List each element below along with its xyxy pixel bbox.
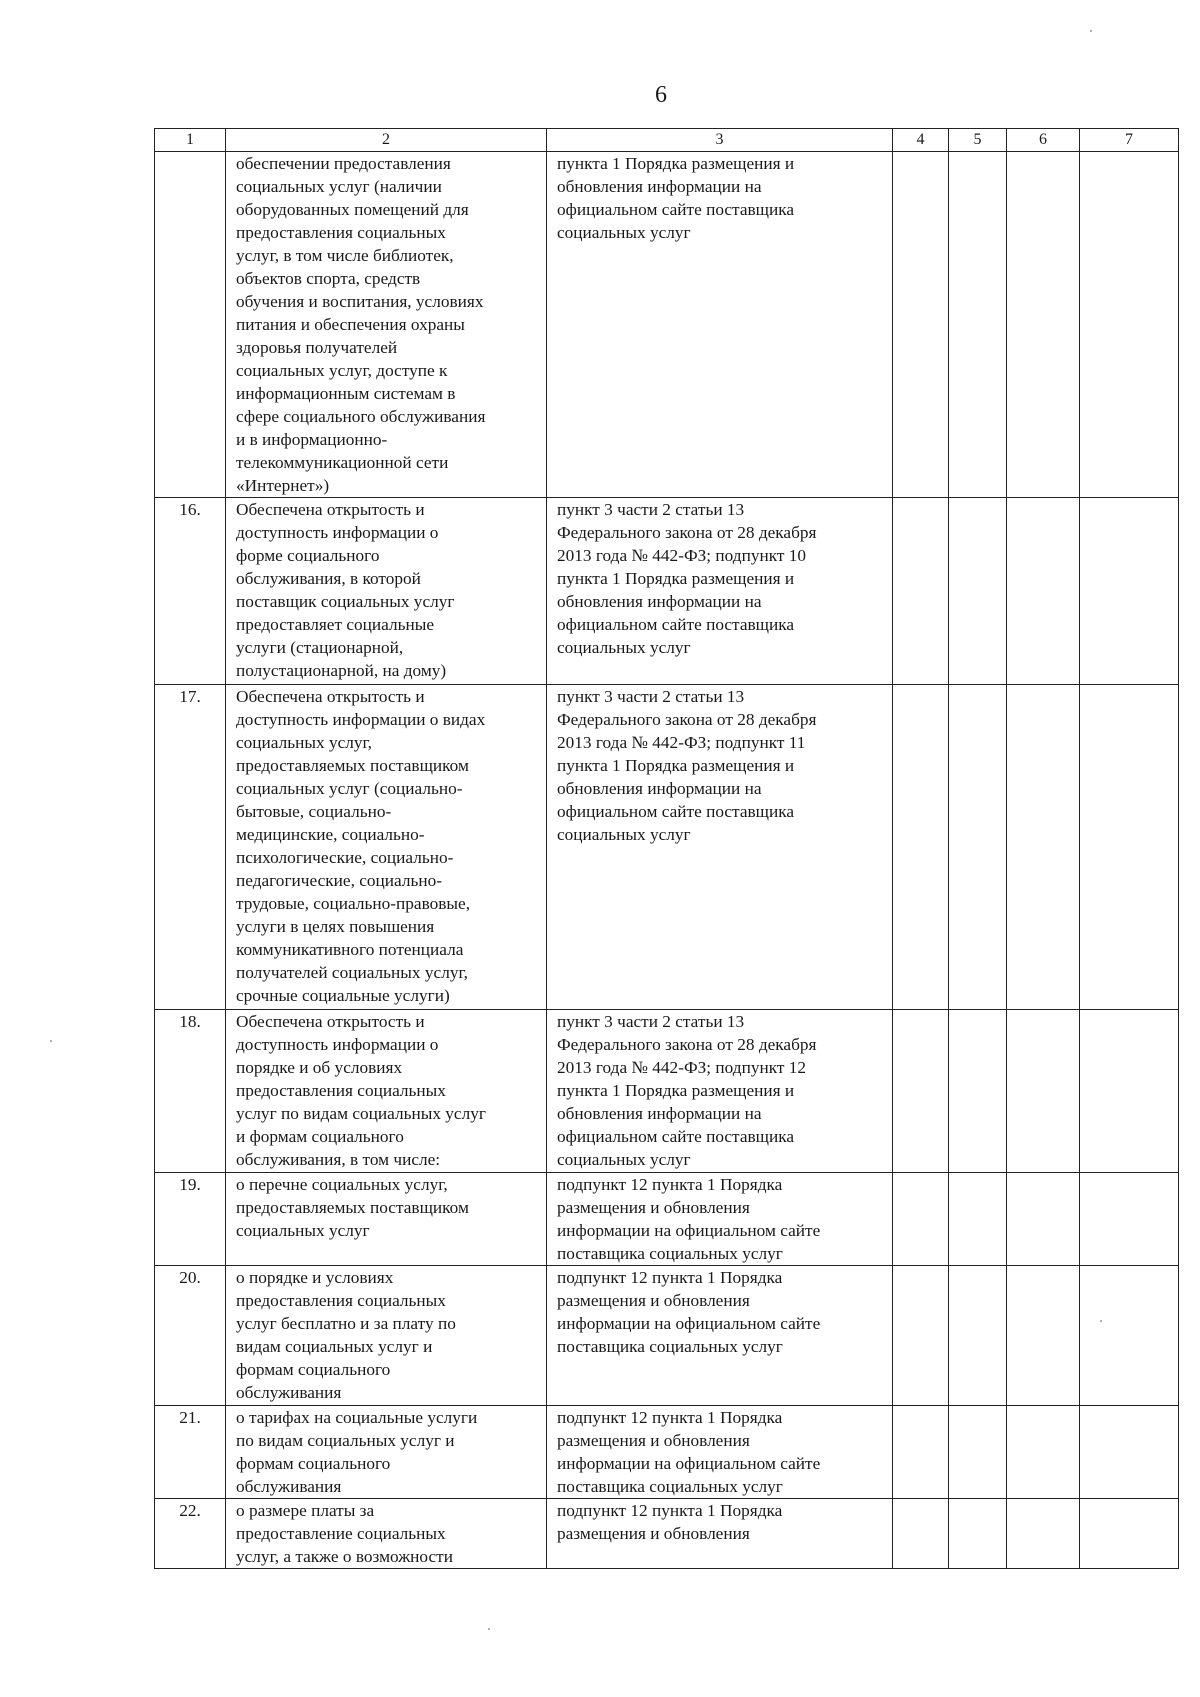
- score-cell: [949, 1266, 1007, 1406]
- score-cell: [1080, 498, 1179, 685]
- score-cell: [949, 1499, 1007, 1569]
- row-number: 19.: [155, 1173, 226, 1266]
- score-cell: [893, 1010, 949, 1173]
- score-cell: [1080, 152, 1179, 498]
- table-row: [155, 1173, 1179, 1266]
- row-number: 22.: [155, 1499, 226, 1569]
- score-cell: [893, 498, 949, 685]
- score-cell: [893, 152, 949, 498]
- legal-basis: пункт 3 части 2 статьи 13 Федерального закона от 28 декабря 2013 года № 442-ФЗ; подпункт 11 пункта 1 Порядка размещения и обновления информации на официальном сайте поставщика социальных услуг: [547, 685, 893, 1010]
- scan-speck: [488, 1628, 490, 1630]
- score-cell: [1080, 1010, 1179, 1173]
- score-cell: [893, 685, 949, 1010]
- table-row: [155, 498, 1179, 685]
- table-row: [155, 1266, 1179, 1406]
- score-cell: [1080, 1266, 1179, 1406]
- row-number: 18.: [155, 1010, 226, 1173]
- table-row: [155, 1499, 1179, 1569]
- page-number: 6: [655, 82, 667, 108]
- criterion-text: о порядке и условиях предоставления социальных услуг бесплатно и за плату по видам социальных услуг и формам социального обслуживания: [226, 1266, 547, 1406]
- legal-basis: пункта 1 Порядка размещения и обновления информации на официальном сайте поставщика социальных услуг: [547, 152, 893, 498]
- column-header-2: 2: [226, 129, 547, 152]
- table-row: [155, 152, 1179, 498]
- table-row: [155, 1406, 1179, 1499]
- column-header-3: 3: [547, 129, 893, 152]
- scan-speck: [1090, 30, 1092, 32]
- score-cell: [1080, 1406, 1179, 1499]
- row-number: 17.: [155, 685, 226, 1010]
- criterion-text: о тарифах на социальные услуги по видам социальных услуг и формам социального обслуживания: [226, 1406, 547, 1499]
- score-cell: [1007, 152, 1080, 498]
- criterion-text: Обеспечена открытость и доступность информации о видах социальных услуг, предоставляемых поставщиком социальных услуг (социально- бытовые, социально- медицинские, социально- психологические, социально- педагогические, социально- трудовые, социально-правовые, услуги в целях повышения коммуникативного потенциала получателей социальных услуг, срочные социальные услуги): [226, 685, 547, 1010]
- score-cell: [1080, 685, 1179, 1010]
- score-cell: [949, 1406, 1007, 1499]
- legal-basis: подпункт 12 пункта 1 Порядка размещения и обновления информации на официальном сайте поставщика социальных услуг: [547, 1406, 893, 1499]
- legal-basis: подпункт 12 пункта 1 Порядка размещения и обновления: [547, 1499, 893, 1569]
- criterion-text: о размере платы за предоставление социальных услуг, а также о возможности: [226, 1499, 547, 1569]
- row-number: 16.: [155, 498, 226, 685]
- row-number: 20.: [155, 1266, 226, 1406]
- criterion-text: Обеспечена открытость и доступность информации о порядке и об условиях предоставления социальных услуг по видам социальных услуг и формам социального обслуживания, в том числе:: [226, 1010, 547, 1173]
- score-cell: [1080, 1173, 1179, 1266]
- table-header-row: [155, 129, 1179, 152]
- score-cell: [893, 1266, 949, 1406]
- score-cell: [1007, 1499, 1080, 1569]
- scan-speck: [1100, 1320, 1102, 1322]
- legal-basis: подпункт 12 пункта 1 Порядка размещения и обновления информации на официальном сайте поставщика социальных услуг: [547, 1266, 893, 1406]
- row-number: [155, 152, 226, 498]
- criteria-table: [154, 128, 1179, 1569]
- score-cell: [1080, 1499, 1179, 1569]
- score-cell: [1007, 1266, 1080, 1406]
- criterion-text: обеспечении предоставления социальных услуг (наличии оборудованных помещений для предоставления социальных услуг, в том числе библиотек, объектов спорта, средств обучения и воспитания, условиях питания и обеспечения охраны здоровья получателей социальных услуг, доступе к информационным системам в сфере социального обслуживания и в информационно- телекоммуникационной сети «Интернет»): [226, 152, 547, 498]
- score-cell: [949, 1010, 1007, 1173]
- legal-basis: подпункт 12 пункта 1 Порядка размещения и обновления информации на официальном сайте поставщика социальных услуг: [547, 1173, 893, 1266]
- score-cell: [1007, 1173, 1080, 1266]
- column-header-4: 4: [893, 129, 949, 152]
- row-number: 21.: [155, 1406, 226, 1499]
- score-cell: [949, 498, 1007, 685]
- table-row: [155, 1010, 1179, 1173]
- legal-basis: пункт 3 части 2 статьи 13 Федерального закона от 28 декабря 2013 года № 442-ФЗ; подпункт 10 пункта 1 Порядка размещения и обновления информации на официальном сайте поставщика социальных услуг: [547, 498, 893, 685]
- score-cell: [1007, 498, 1080, 685]
- criterion-text: о перечне социальных услуг, предоставляемых поставщиком социальных услуг: [226, 1173, 547, 1266]
- score-cell: [949, 685, 1007, 1010]
- score-cell: [893, 1173, 949, 1266]
- score-cell: [1007, 1406, 1080, 1499]
- score-cell: [1007, 685, 1080, 1010]
- score-cell: [949, 1173, 1007, 1266]
- column-header-1: 1: [155, 129, 226, 152]
- column-header-7: 7: [1080, 129, 1179, 152]
- legal-basis: пункт 3 части 2 статьи 13 Федерального закона от 28 декабря 2013 года № 442-ФЗ; подпункт 12 пункта 1 Порядка размещения и обновления информации на официальном сайте поставщика социальных услуг: [547, 1010, 893, 1173]
- score-cell: [893, 1499, 949, 1569]
- criterion-text: Обеспечена открытость и доступность информации о форме социального обслуживания, в которой поставщик социальных услуг предоставляет социальные услуги (стационарной, полустационарной, на дому): [226, 498, 547, 685]
- scan-speck: [50, 1040, 52, 1042]
- column-header-5: 5: [949, 129, 1007, 152]
- score-cell: [893, 1406, 949, 1499]
- score-cell: [949, 152, 1007, 498]
- score-cell: [1007, 1010, 1080, 1173]
- table-row: [155, 685, 1179, 1010]
- column-header-6: 6: [1007, 129, 1080, 152]
